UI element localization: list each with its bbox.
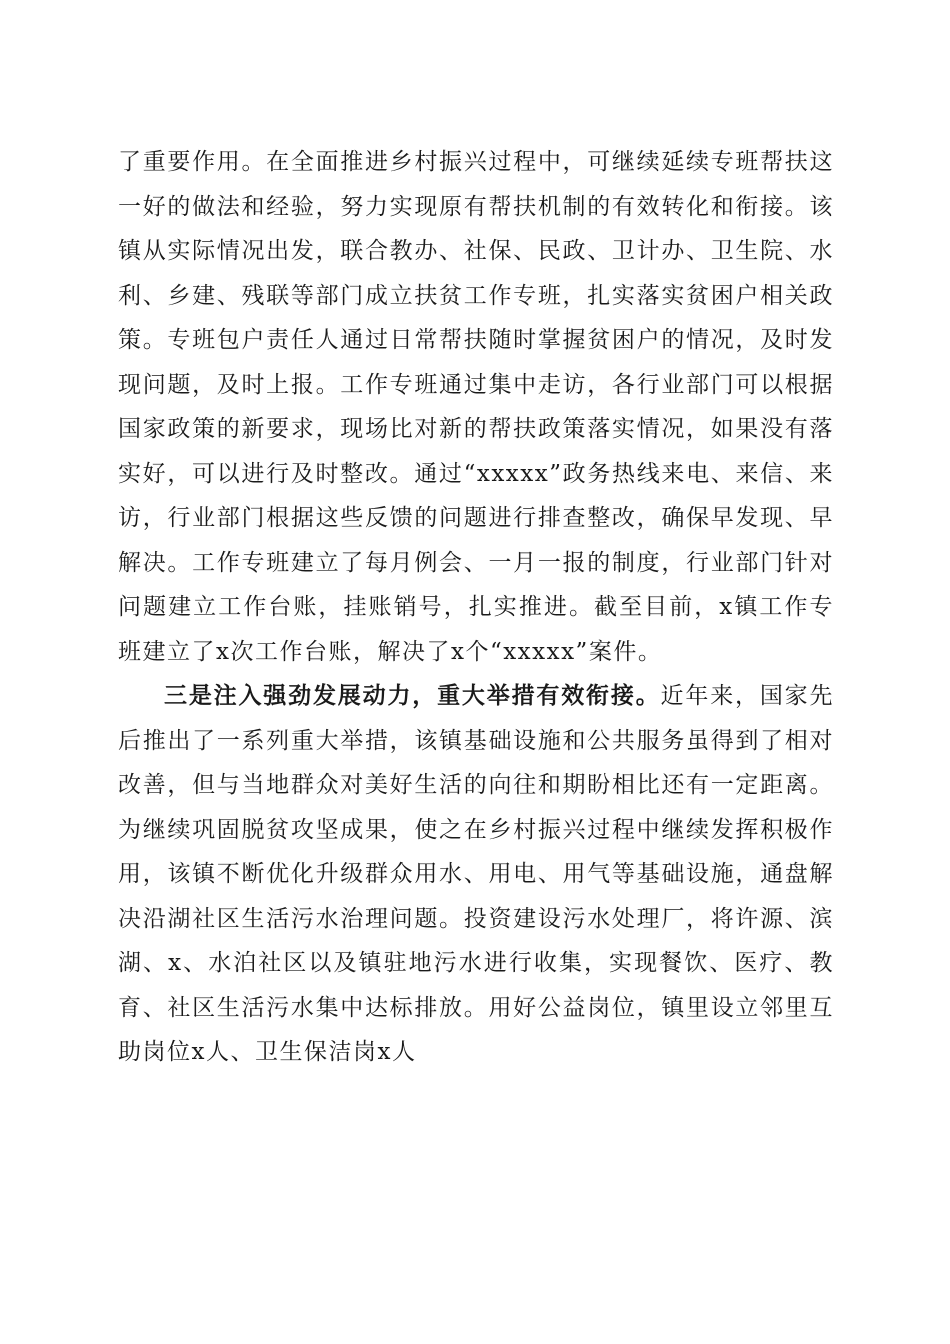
paragraph-text: 近年来，国家先后推出了一系列重大举措，该镇基础设施和公共服务虽得到了相对改善，但与当地群众对美好生活的向往和期盼相比还有一定距离。为继续巩固脱贫攻坚成果，使之在乡村振兴过程中继续发挥积极作用，该镇不断优化升级群众用水、用电、用气等基础设施，通盘解决沿湖社区生活污水治理问题。投资建设污水处理厂，将许源、滨湖、x、水泊社区以及镇驻地污水进行收集，实现餐饮、医疗、教育、社区生活污水集中达标排放。用好公益岗位，镇里设立邻里互助岗位x人、卫生保洁岗x人 [118,683,835,1065]
paragraph-lead-heading: 三是注入强劲发展动力，重大举措有效衔接。 [164,682,661,709]
paragraph-text: 了重要作用。在全面推进乡村振兴过程中，可继续延续专班帮扶这一好的做法和经验，努力实现原有帮扶机制的有效转化和衔接。该镇从实际情况出发，联合教办、社保、民政、卫计办、卫生院、水利、乡建、残联等部门成立扶贫工作专班，扎实落实贫困户相关政策。专班包户责任人通过日常帮扶随时掌握贫困户的情况，及时发现问题，及时上报。工作专班通过集中走访，各行业部门可以根据国家政策的新要求，现场比对新的帮扶政策落实情况，如果没有落实好，可以进行及时整改。通过“xxxxx”政务热线来电、来信、来访，行业部门根据这些反馈的问题进行排查整改，确保早发现、早解决。工作专班建立了每月例会、一月一报的制度，行业部门针对问题建立工作台账，挂账销号，扎实推进。截至目前，x镇工作专班建立了x次工作台账，解决了x个“xxxxx”案件。 [118,149,834,665]
paragraph-continued [118,140,834,674]
document-body [118,140,834,1075]
paragraph-section-three [118,674,834,1075]
